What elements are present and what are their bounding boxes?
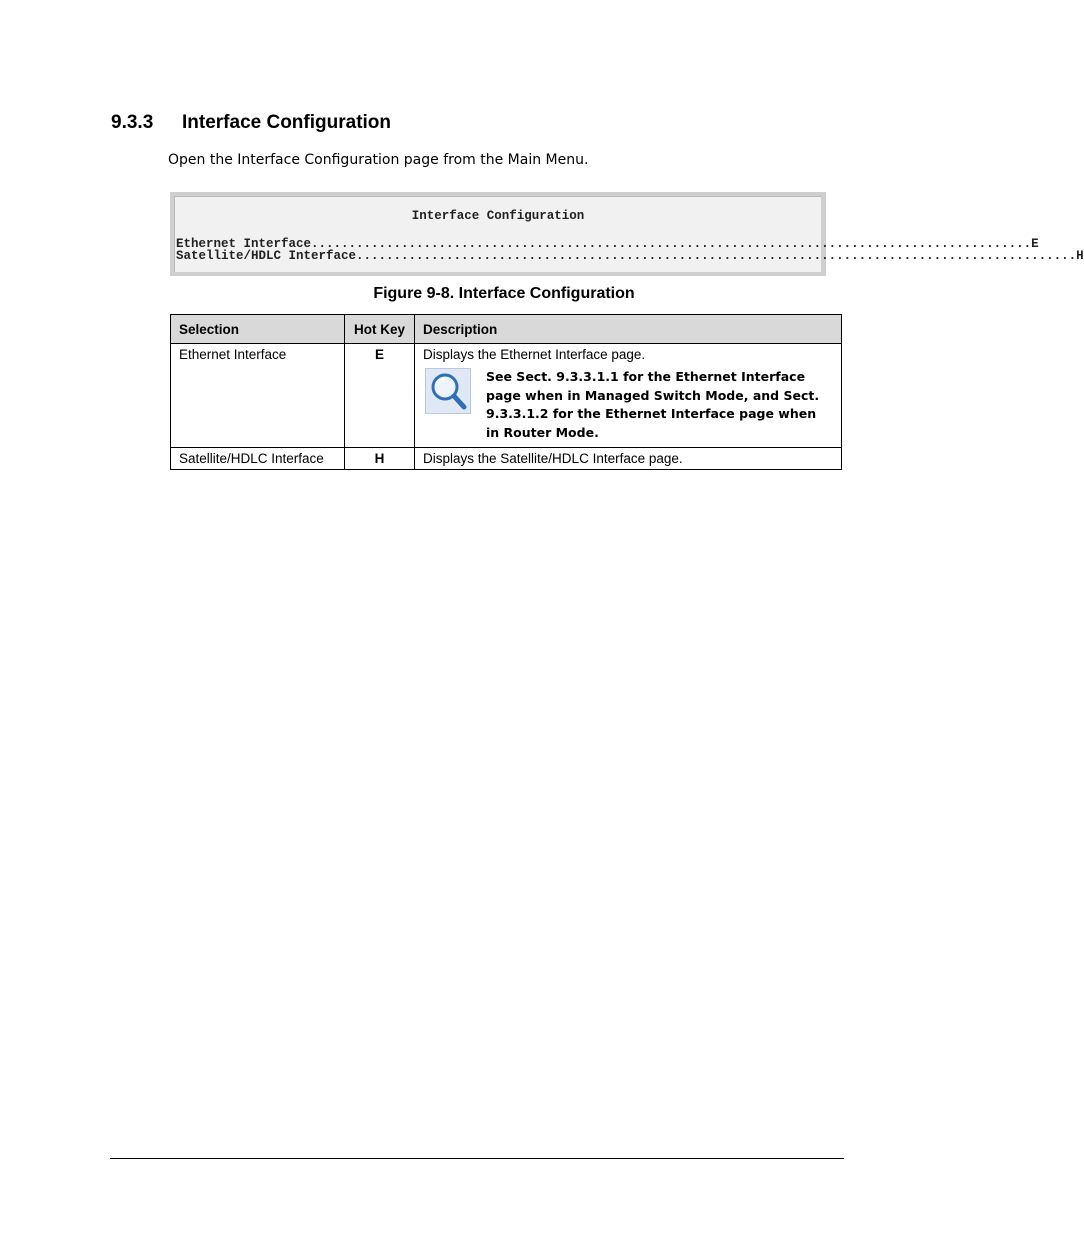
description-text: Displays the Ethernet Interface page. [423, 347, 646, 362]
terminal-item-key: H [1076, 249, 1084, 263]
terminal-item-key: E [1031, 237, 1039, 251]
selection-table [170, 314, 842, 470]
header-hot-key: Hot Key [345, 315, 415, 344]
section-heading [111, 112, 391, 134]
cell-hot-key: H [345, 448, 415, 470]
header-selection: Selection [171, 315, 345, 344]
table-row [171, 448, 842, 470]
intro-paragraph: Open the Interface Configuration page from the Main Menu. [168, 152, 589, 168]
figure-caption: Figure 9-8. Interface Configuration [373, 285, 635, 302]
cell-description [415, 344, 842, 448]
terminal-leader-dots: ................................................................................................ [311, 237, 1032, 251]
terminal-screenshot [170, 192, 1084, 276]
header-description: Description [415, 315, 842, 344]
cell-description: Displays the Satellite/HDLC Interface page. [415, 448, 842, 470]
magnifier-icon [425, 368, 471, 414]
cell-selection: Ethernet Interface [171, 344, 345, 448]
table-header-row [171, 315, 842, 344]
terminal-item-label: Ethernet Interface [176, 237, 312, 251]
terminal-item-label: Satellite/HDLC Interface [176, 249, 357, 263]
note-text: See Sect. 9.3.3.1.1 for the Ethernet Interface page when in Managed Switch Mode, and Sect. 9.3.3.1.2 for the Ethernet Interface page when in Router Mode. [486, 369, 820, 440]
terminal-title: Interface Configuration [411, 209, 585, 223]
cell-selection: Satellite/HDLC Interface [171, 448, 345, 470]
note-block [423, 368, 833, 442]
terminal-screen [174, 196, 1084, 272]
table-row [171, 344, 842, 448]
section-title: Interface Configuration [182, 112, 392, 133]
footer-divider [110, 1158, 844, 1159]
section-number: 9.3.3 [111, 112, 154, 133]
terminal-leader-dots: ................................................................................................ [356, 249, 1077, 263]
cell-hot-key: E [345, 344, 415, 448]
terminal-menu-item-satellite [176, 249, 1084, 263]
